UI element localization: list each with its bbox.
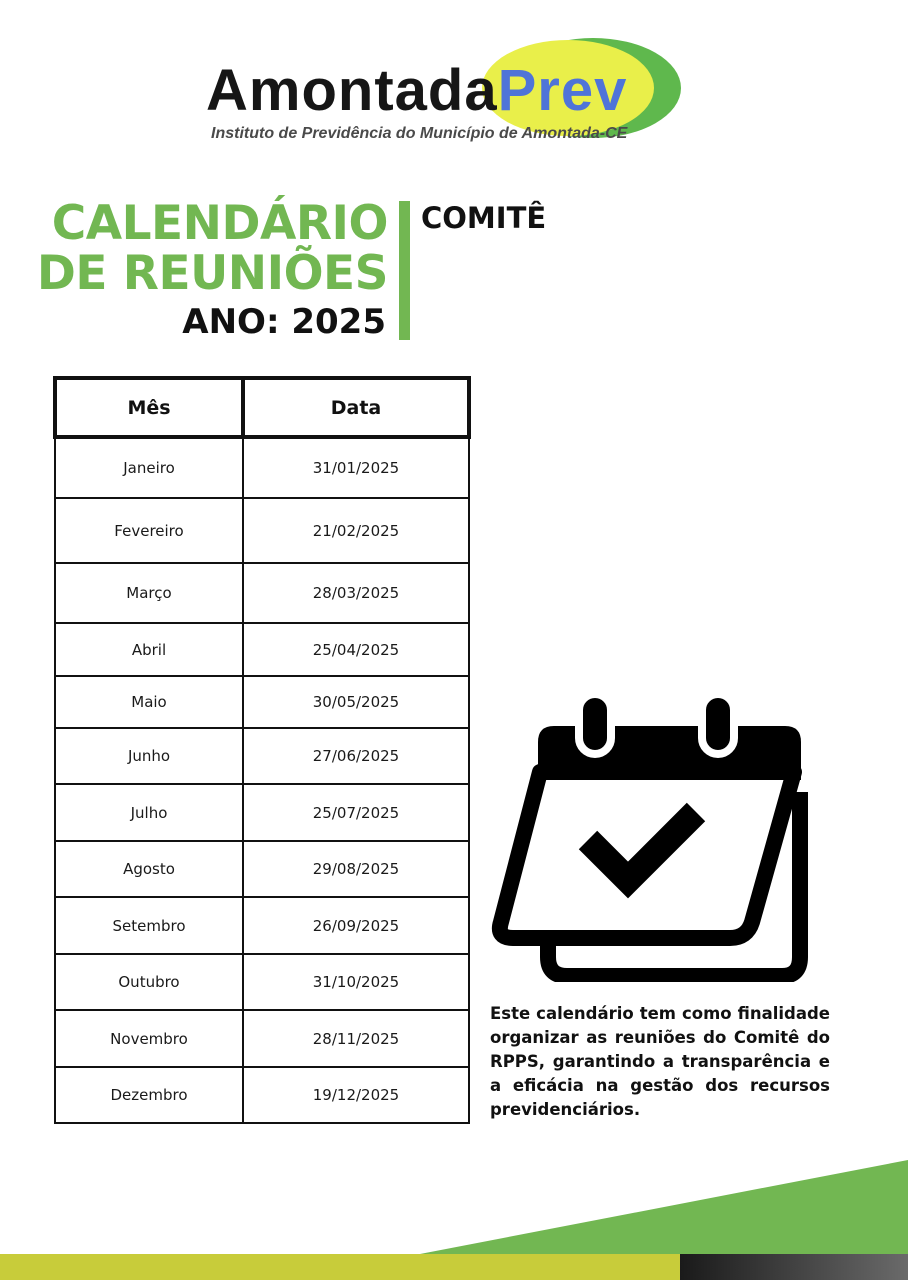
- date-cell: 30/05/2025: [243, 676, 469, 728]
- logo-subtitle: Instituto de Previdência do Município de Amontada-CE: [211, 125, 628, 142]
- month-cell: Dezembro: [55, 1067, 243, 1123]
- month-cell: Fevereiro: [55, 498, 243, 563]
- table-row: [55, 728, 469, 784]
- table-row: [55, 676, 469, 728]
- month-cell: Julho: [55, 784, 243, 841]
- month-cell: Abril: [55, 623, 243, 676]
- date-cell: 28/11/2025: [243, 1010, 469, 1067]
- committee-label: COMITÊ: [421, 201, 547, 235]
- month-cell: Agosto: [55, 841, 243, 897]
- month-cell: Setembro: [55, 897, 243, 954]
- date-cell: 29/08/2025: [243, 841, 469, 897]
- column-header-month: Mês: [55, 378, 243, 437]
- table-row: [55, 1067, 469, 1123]
- table-row: [55, 498, 469, 563]
- table-row: [55, 563, 469, 623]
- date-cell: 26/09/2025: [243, 897, 469, 954]
- calendar-check-icon: [488, 692, 808, 982]
- meeting-schedule-table: [53, 376, 471, 1124]
- title-divider: [399, 201, 410, 340]
- logo-wordmark: AmontadaPrev: [206, 58, 628, 123]
- table-row: [55, 784, 469, 841]
- description-paragraph: Este calendário tem como finalidade organizar as reuniões do Comitê do RPPS, garantindo a transparência e a eficácia na gestão dos recursos previdenciários.: [490, 1004, 830, 1119]
- table-row: [55, 897, 469, 954]
- date-cell: 19/12/2025: [243, 1067, 469, 1123]
- table-row: [55, 1010, 469, 1067]
- date-cell: 25/04/2025: [243, 623, 469, 676]
- date-cell: 31/01/2025: [243, 437, 469, 498]
- date-cell: 27/06/2025: [243, 728, 469, 784]
- table-header-row: [55, 378, 469, 437]
- month-cell: Novembro: [55, 1010, 243, 1067]
- table-row: [55, 841, 469, 897]
- table-row: [55, 623, 469, 676]
- date-cell: 31/10/2025: [243, 954, 469, 1010]
- footer-decoration: [0, 1150, 908, 1280]
- page-title-line2: DE REUNIÕES: [36, 246, 388, 301]
- month-cell: Janeiro: [55, 437, 243, 498]
- month-cell: Junho: [55, 728, 243, 784]
- table-row: [55, 437, 469, 498]
- month-cell: Outubro: [55, 954, 243, 1010]
- month-cell: Maio: [55, 676, 243, 728]
- page-title-line1: CALENDÁRIO: [51, 196, 388, 251]
- date-cell: 28/03/2025: [243, 563, 469, 623]
- date-cell: 21/02/2025: [243, 498, 469, 563]
- column-header-date: Data: [243, 378, 469, 437]
- table-row: [55, 954, 469, 1010]
- date-cell: 25/07/2025: [243, 784, 469, 841]
- year-label: ANO: 2025: [182, 302, 386, 342]
- month-cell: Março: [55, 563, 243, 623]
